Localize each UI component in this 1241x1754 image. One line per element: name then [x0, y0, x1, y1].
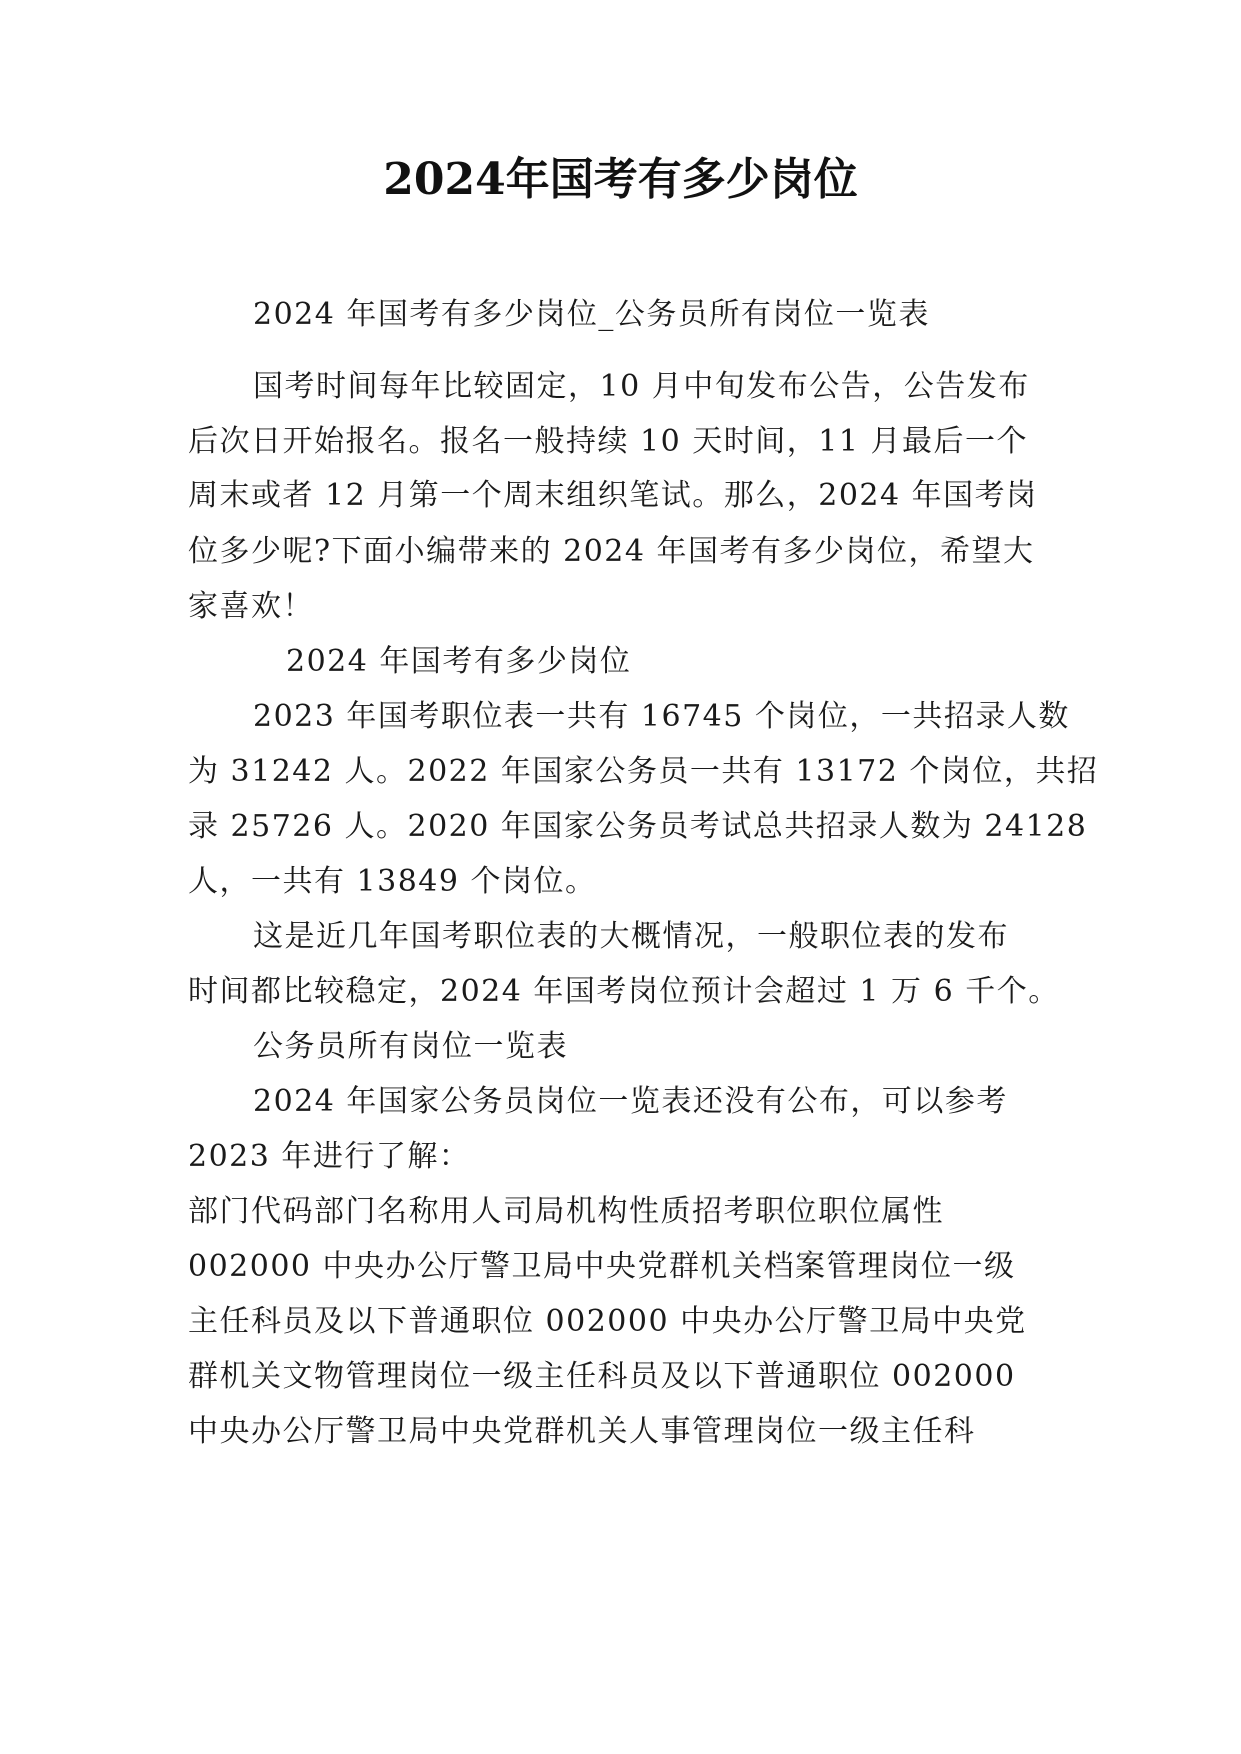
- document-subtitle: 2024 年国考有多少岗位_公务员所有岗位一览表: [253, 297, 930, 332]
- paragraph-line: 2023 年进行了解：: [188, 1139, 471, 1174]
- paragraph-line: 2023 年国考职位表一共有 16745 个岗位，一共招录人数: [253, 699, 1070, 734]
- paragraph-line: 人，一共有 13849 个岗位。: [188, 864, 597, 899]
- paragraph-line: 2024 年国家公务员岗位一览表还没有公布，可以参考: [253, 1084, 1008, 1119]
- paragraph-line: 这是近几年国考职位表的大概情况，一般职位表的发布: [253, 919, 1009, 954]
- table-text-line: 中央办公厅警卫局中央党群机关人事管理岗位一级主任科: [188, 1414, 976, 1449]
- document-title: 2024年国考有多少岗位: [383, 154, 858, 205]
- section-heading: 公务员所有岗位一览表: [253, 1029, 568, 1064]
- paragraph-line: 国考时间每年比较固定，10 月中旬发布公告，公告发布: [253, 369, 1030, 404]
- paragraph-line: 后次日开始报名。报名一般持续 10 天时间，11 月最后一个: [188, 424, 1028, 459]
- paragraph-line: 位多少呢?下面小编带来的 2024 年国考有多少岗位，希望大: [188, 534, 1035, 569]
- table-text-line: 部门代码部门名称用人司局机构性质招考职位职位属性: [188, 1194, 944, 1229]
- paragraph-line: 录 25726 人。2020 年国家公务员考试总共招录人数为 24128: [188, 809, 1088, 844]
- paragraph-line: 周末或者 12 月第一个周末组织笔试。那么，2024 年国考岗: [188, 478, 1038, 513]
- table-text-line: 主任科员及以下普通职位 002000 中央办公厅警卫局中央党: [188, 1304, 1027, 1339]
- paragraph-line: 家喜欢！: [188, 589, 314, 624]
- paragraph-line: 为 31242 人。2022 年国家公务员一共有 13172 个岗位，共招: [188, 754, 1099, 789]
- table-text-line: 群机关文物管理岗位一级主任科员及以下普通职位 002000: [188, 1359, 1016, 1394]
- section-heading: 2024 年国考有多少岗位: [286, 644, 632, 679]
- paragraph-line: 时间都比较稳定，2024 年国考岗位预计会超过 1 万 6 千个。: [188, 974, 1060, 1009]
- table-text-line: 002000 中央办公厅警卫局中央党群机关档案管理岗位一级: [188, 1249, 1016, 1284]
